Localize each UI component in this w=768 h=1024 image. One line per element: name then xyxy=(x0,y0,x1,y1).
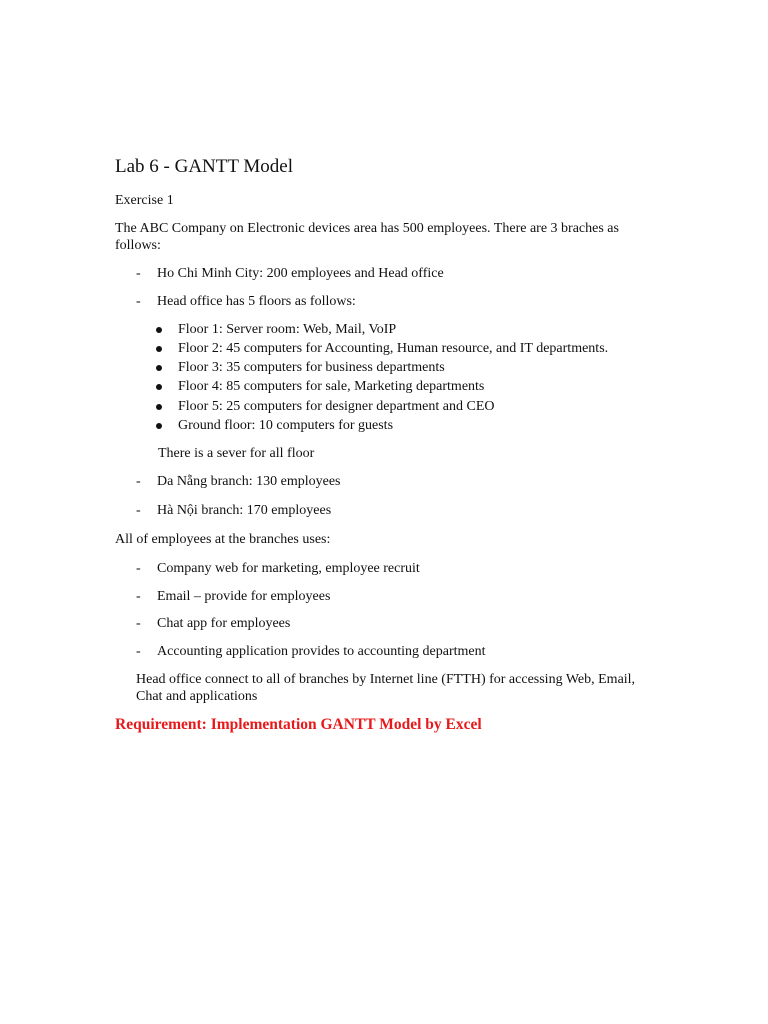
list-item: Company web for marketing, employee recruit xyxy=(157,561,420,576)
floor-item: Ground floor: 10 computers for guests xyxy=(178,418,394,433)
list-item: Chat app for employees xyxy=(157,616,291,631)
floor-item: Floor 5: 25 computers for designer department and CEO xyxy=(178,399,495,414)
bullet-dot xyxy=(156,404,162,410)
floor-item: Floor 4: 85 computers for sale, Marketing departments xyxy=(178,379,485,394)
list-item: Da Nẵng branch: 130 employees xyxy=(157,474,341,489)
list-dash: - xyxy=(136,266,141,281)
floor-item: Floor 3: 35 computers for business departments xyxy=(178,360,445,375)
list-item: Email – provide for employees xyxy=(157,589,331,604)
floor-item: Floor 2: 45 computers for Accounting, Human resource, and IT departments. xyxy=(178,341,609,356)
list-item: Ho Chi Minh City: 200 employees and Head office xyxy=(157,266,444,281)
exercise-heading: Exercise 1 xyxy=(115,193,174,208)
server-note: There is a sever for all floor xyxy=(158,446,315,461)
list-dash: - xyxy=(136,474,141,489)
list-dash: - xyxy=(136,294,141,309)
list-dash: - xyxy=(136,644,141,659)
list-dash: - xyxy=(136,616,141,631)
list-item: Hà Nội branch: 170 employees xyxy=(157,503,332,518)
connection-note: Head office connect to all of branches by Internet line (FTTH) for accessing Web, Email, Chat and applications xyxy=(136,672,636,704)
bullet-dot xyxy=(156,327,162,333)
list-item: Head office has 5 floors as follows: xyxy=(157,294,356,309)
requirement-heading: Requirement: Implementation GANTT Model by Excel xyxy=(115,716,482,733)
page-title: Lab 6 - GANTT Model xyxy=(115,156,294,177)
list-dash: - xyxy=(136,503,141,518)
bullet-dot xyxy=(156,346,162,352)
bullet-dot xyxy=(156,384,162,390)
list-dash: - xyxy=(136,561,141,576)
bullet-dot xyxy=(156,423,162,429)
floor-item: Floor 1: Server room: Web, Mail, VoIP xyxy=(178,322,397,337)
bullet-dot xyxy=(156,365,162,371)
list-item: Accounting application provides to accounting department xyxy=(157,644,486,659)
intro-paragraph: The ABC Company on Electronic devices area has 500 employees. There are 3 braches as follows: xyxy=(115,221,619,253)
uses-heading: All of employees at the branches uses: xyxy=(115,532,331,547)
list-dash: - xyxy=(136,589,141,604)
